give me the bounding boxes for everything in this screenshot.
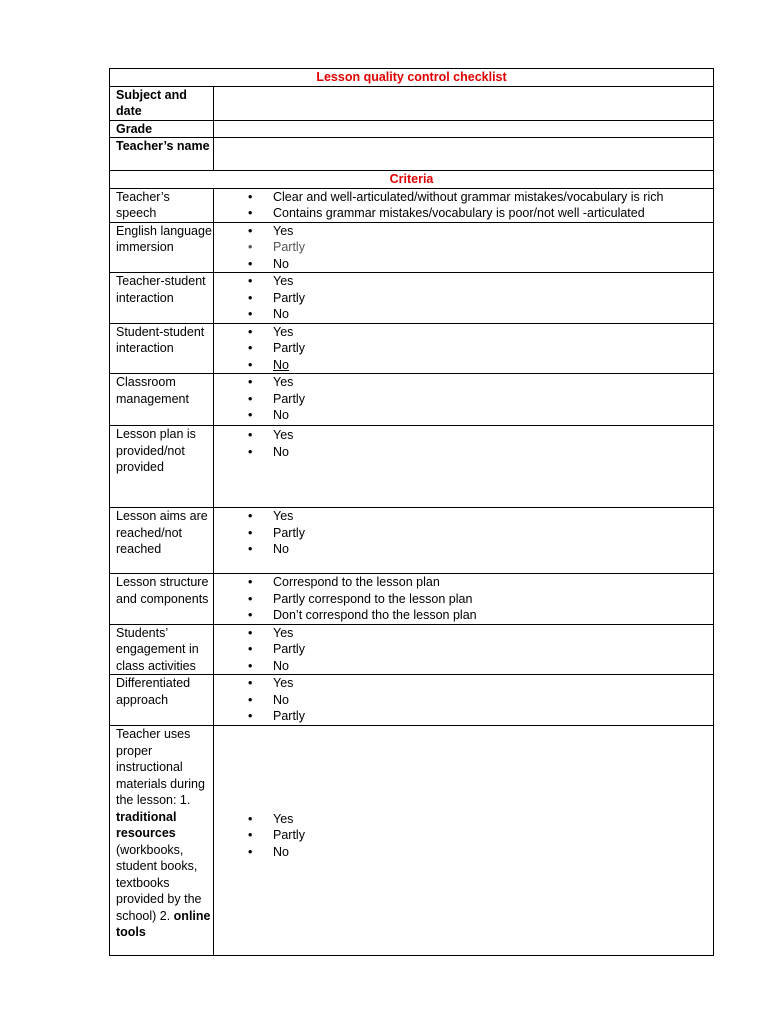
option-item: • Partly (248, 525, 713, 542)
option-item: • Partly (248, 340, 713, 357)
criterion-row (110, 508, 714, 574)
criterion-row (110, 726, 714, 956)
criterion-row (110, 374, 714, 426)
criteria-row (110, 171, 714, 189)
criterion-options (214, 374, 714, 426)
criterion-options (214, 508, 714, 574)
criterion-label: Lesson plan is provided/not provided (110, 426, 214, 508)
option-item: • Yes (248, 427, 713, 444)
criterion-label: English language immersion (110, 222, 214, 273)
option-item: • No (248, 692, 713, 709)
option-item: • No (248, 357, 713, 374)
subject-value-cell[interactable] (214, 86, 714, 120)
criterion-label: Student-student interaction (110, 323, 214, 374)
criterion-label-bold: online tools (116, 908, 211, 939)
criterion-options (214, 574, 714, 625)
criterion-row (110, 426, 714, 508)
criterion-label: Lesson aims are reached/not reached (110, 508, 214, 574)
option-item: • No (248, 541, 713, 558)
option-item: • Yes (248, 508, 713, 525)
criterion-options (214, 188, 714, 222)
criterion-row (110, 675, 714, 726)
option-item: • No (248, 658, 713, 675)
criterion-options (214, 273, 714, 324)
subject-label: Subject and date (110, 86, 214, 120)
criterion-label: Classroom management (110, 374, 214, 426)
option-item: • Yes (248, 223, 713, 240)
teacher-row (110, 138, 714, 171)
criterion-row (110, 273, 714, 324)
checklist-title: Lesson quality control checklist (110, 69, 714, 87)
criterion-row (110, 624, 714, 675)
option-item: • No (248, 256, 713, 273)
option-item: • Contains grammar mistakes/vocabulary is poor/not well -articulated (248, 205, 713, 222)
criterion-options (214, 624, 714, 675)
criterion-label: Students’ engagement in class activities (110, 624, 214, 675)
option-item: • Partly (248, 391, 713, 408)
option-item: • Yes (248, 625, 713, 642)
teacher-label: Teacher’s name (110, 138, 214, 171)
criterion-label: Teacher’s speech (110, 188, 214, 222)
criterion-label: Differentiated approach (110, 675, 214, 726)
criterion-label-text: Teacher uses proper instructional materials during the lesson: 1. (116, 727, 205, 807)
option-item: • Partly (248, 239, 713, 256)
option-item: • Partly (248, 827, 713, 844)
option-item: • Yes (248, 324, 713, 341)
criterion-label-text: (workbooks, student books, textbooks provided by the school) 2. (116, 842, 202, 923)
criterion-options (214, 222, 714, 273)
criterion-options (214, 726, 714, 956)
grade-row (110, 120, 714, 138)
criterion-options (214, 675, 714, 726)
title-row (110, 69, 714, 87)
criterion-row (110, 574, 714, 625)
grade-label: Grade (110, 120, 214, 138)
option-item: • Partly correspond to the lesson plan (248, 591, 713, 608)
option-item: • No (248, 844, 713, 861)
criterion-label: Teacher-student interaction (110, 273, 214, 324)
checklist-table (109, 68, 714, 956)
criterion-label: Lesson structure and components (110, 574, 214, 625)
option-item: • No (248, 306, 713, 323)
option-item: • Don’t correspond tho the lesson plan (248, 607, 713, 624)
criterion-options (214, 323, 714, 374)
option-item: • No (248, 407, 713, 424)
option-item: • Yes (248, 273, 713, 290)
criterion-row (110, 323, 714, 374)
criterion-label-bold: traditional resources (116, 809, 177, 840)
criteria-heading: Criteria (110, 171, 714, 189)
option-item: • Yes (248, 374, 713, 391)
criterion-label (110, 726, 214, 956)
criterion-row (110, 222, 714, 273)
criterion-options (214, 426, 714, 508)
subject-row (110, 86, 714, 120)
option-item: • No (248, 444, 713, 461)
teacher-value-cell[interactable] (214, 138, 714, 171)
option-item: • Clear and well-articulated/without grammar mistakes/vocabulary is rich (248, 189, 713, 206)
option-item: • Partly (248, 641, 713, 658)
grade-value-cell[interactable] (214, 120, 714, 138)
criterion-row (110, 188, 714, 222)
option-item: • Yes (248, 675, 713, 692)
option-item: • Correspond to the lesson plan (248, 574, 713, 591)
option-item: • Yes (248, 811, 713, 828)
option-item: • Partly (248, 290, 713, 307)
option-item: • Partly (248, 708, 713, 725)
